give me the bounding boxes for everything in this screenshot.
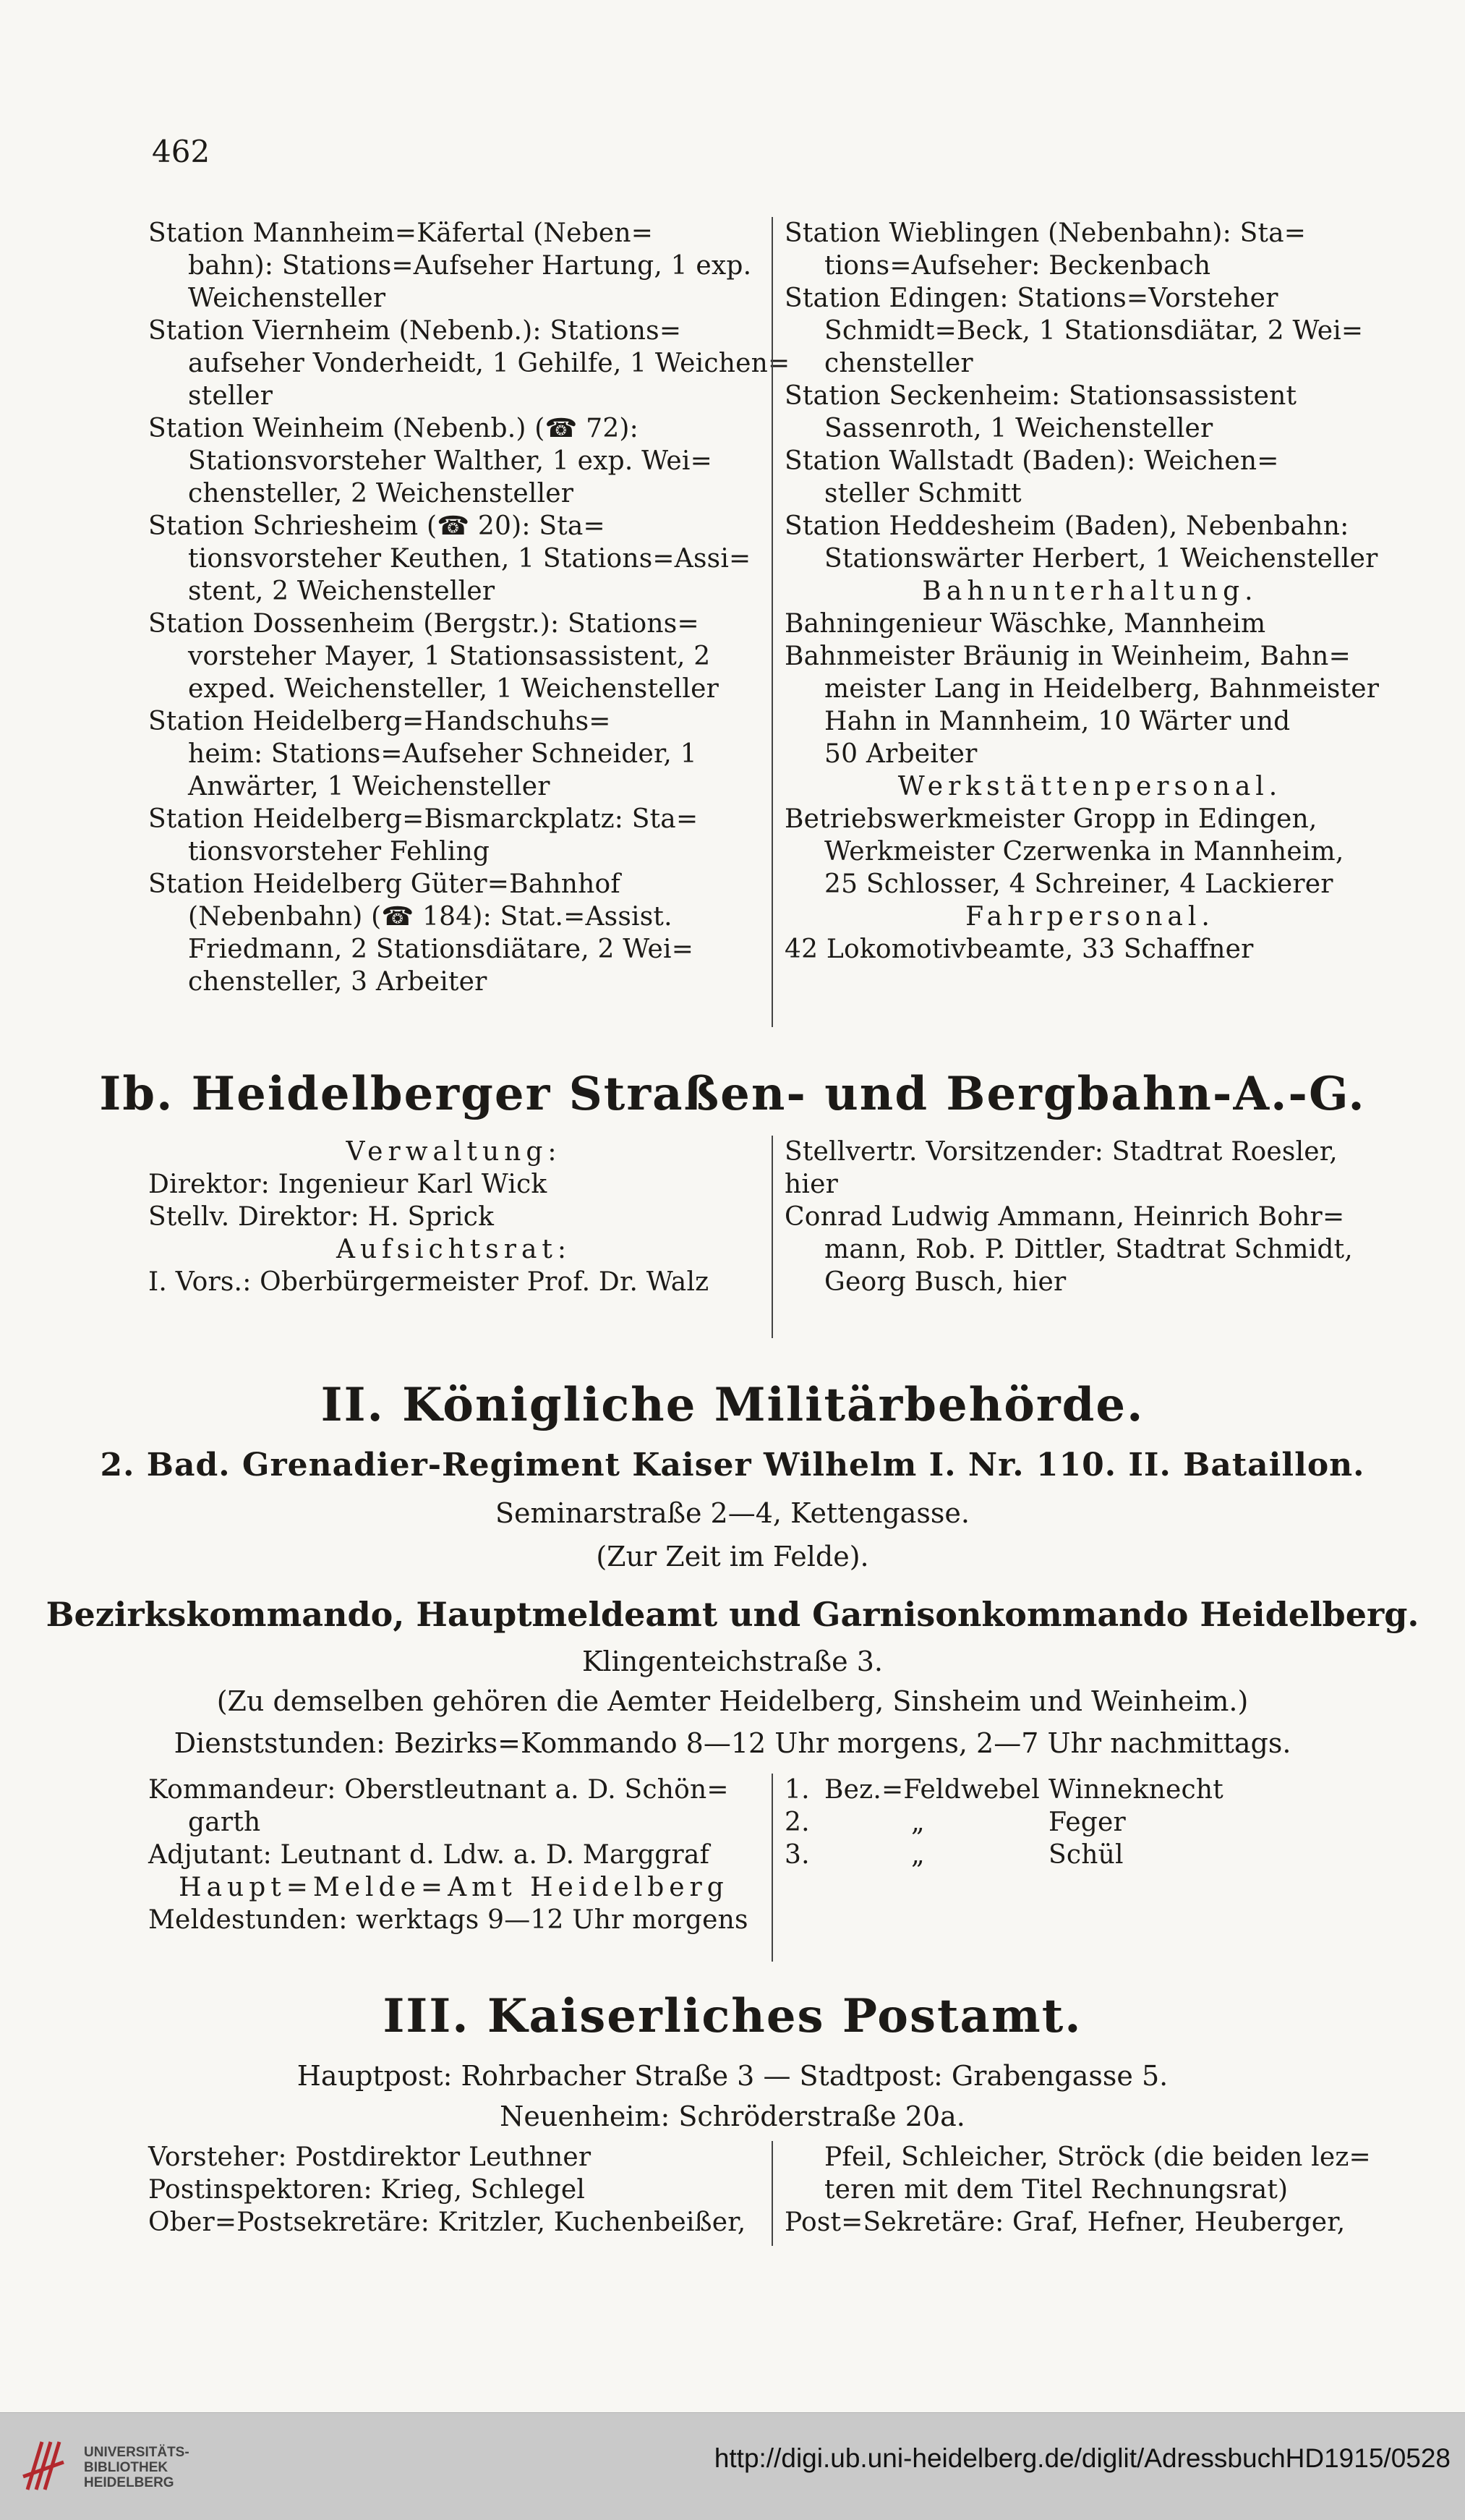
entry-line: Station Heidelberg=Handschuhs=	[148, 707, 611, 736]
column-right	[785, 217, 1396, 966]
entry-line: Conrad Ludwig Ammann, Heinrich Bohr=	[785, 1202, 1345, 1232]
entry-line: Stellvertr. Vorsitzender: Stadtrat Roesler,	[785, 1137, 1338, 1167]
entry-line: Stellv. Direktor: H. Sprick	[148, 1202, 495, 1232]
column-right	[785, 1136, 1396, 1298]
subsection-heading: Fahrpersonal.	[965, 902, 1215, 932]
library-name	[84, 2445, 189, 2490]
permalink-url[interactable]: http://digi.ub.uni-heidelberg.de/diglit/AdressbuchHD1915/0528	[714, 2443, 1451, 2473]
entry-line: Werkmeister Czerwenka in Mannheim,	[824, 837, 1344, 867]
entry-line: Station Viernheim (Nebenb.): Stations=	[148, 316, 682, 346]
column-left	[148, 217, 790, 998]
regiment-address: Seminarstraße 2—4, Kettengasse.	[495, 1497, 970, 1529]
column-left	[148, 1774, 759, 1936]
bezirk-hours: Dienststunden: Bezirks=Kommando 8—12 Uhr morgens, 2—7 Uhr nachmittags.	[174, 1727, 1291, 1759]
feldwebel-number: 3.	[785, 1840, 810, 1870]
library-name-line: UNIVERSITÄTS-	[84, 2445, 189, 2460]
entry-line: Station Wallstadt (Baden): Weichen=	[785, 446, 1279, 476]
entry-line: hier	[785, 1170, 839, 1199]
entry-line: Friedmann, 2 Stationsdiätare, 2 Wei=	[188, 935, 694, 964]
entry-line: Weichensteller	[188, 284, 386, 313]
feldwebel-row	[785, 1806, 1396, 1839]
entry-line: Station Heidelberg Güter=Bahnhof	[148, 869, 620, 899]
entry-line: chensteller, 3 Arbeiter	[188, 967, 487, 997]
subsection-heading: Verwaltung:	[346, 1137, 562, 1167]
column-right	[785, 2141, 1396, 2239]
feldwebel-name: Winneknecht	[1048, 1775, 1223, 1805]
entry-line: Meldestunden: werktags 9—12 Uhr morgens	[148, 1905, 748, 1935]
entry-line: Postinspektoren: Krieg, Schlegel	[148, 2175, 586, 2205]
column-divider	[772, 1136, 773, 1338]
entry-line: Bahningenieur Wäschke, Mannheim	[785, 609, 1266, 639]
feldwebel-number: 1.	[785, 1775, 810, 1805]
entry-line: bahn): Stations=Aufseher Hartung, 1 exp.	[188, 251, 752, 281]
bezirk-note: (Zu demselben gehören die Aemter Heidelberg, Sinsheim und Weinheim.)	[216, 1685, 1249, 1717]
entry-line: Ober=Postsekretäre: Kritzler, Kuchenbeißer,	[148, 2208, 746, 2237]
entry-line: Hahn in Mannheim, 10 Wärter und	[824, 707, 1291, 736]
bezirkskommando-section	[148, 1774, 1385, 1962]
entry-line: Station Weinheim (Nebenb.) (☎ 72):	[148, 414, 639, 443]
entry-line: Station Schriesheim (☎ 20): Sta=	[148, 511, 605, 541]
heading-ii: II. Königliche Militärbehörde.	[320, 1378, 1145, 1432]
feldwebel-rank: „	[911, 1840, 925, 1870]
feldwebel-rank: Bez.=Feldwebel	[824, 1775, 1040, 1805]
feldwebel-name: Schül	[1048, 1840, 1124, 1870]
entry-line: chensteller	[824, 349, 973, 378]
entry-line: tionsvorsteher Fehling	[188, 837, 490, 867]
entry-line: 50 Arbeiter	[824, 739, 978, 769]
entry-line: Station Heidelberg=Bismarckplatz: Sta=	[148, 804, 699, 834]
postamt-address-neuenheim: Neuenheim: Schröderstraße 20a.	[500, 2100, 965, 2132]
entry-line: 42 Lokomotivbeamte, 33 Schaffner	[785, 935, 1254, 964]
entry-line: tions=Aufseher: Beckenbach	[824, 251, 1211, 281]
column-divider	[772, 217, 773, 1027]
entry-line: Vorsteher: Postdirektor Leuthner	[148, 2142, 591, 2172]
postamt-address: Hauptpost: Rohrbacher Straße 3 — Stadtpost: Grabengasse 5.	[296, 2060, 1169, 2092]
feldwebel-rank: „	[911, 1808, 925, 1837]
entry-line: garth	[188, 1808, 261, 1837]
entry-line: stent, 2 Weichensteller	[188, 576, 495, 606]
entry-line: tionsvorsteher Keuthen, 1 Stations=Assi=	[188, 544, 751, 574]
subsection-heading: Aufsichtsrat:	[336, 1235, 572, 1264]
entry-line: Sassenroth, 1 Weichensteller	[824, 414, 1213, 443]
column-right	[785, 1774, 1396, 1871]
subsection-heading: Haupt=Melde=Amt Heidelberg	[179, 1873, 729, 1902]
entry-line: Station Dossenheim (Bergstr.): Stations=	[148, 609, 699, 639]
feldwebel-name: Feger	[1048, 1808, 1126, 1837]
library-name-line: HEIDELBERG	[84, 2475, 174, 2490]
feldwebel-row	[785, 1774, 1396, 1806]
entry-line: vorsteher Mayer, 1 Stationsassistent, 2	[188, 642, 711, 671]
entry-line: Station Edingen: Stations=Vorsteher	[785, 284, 1278, 313]
entry-line: Station Mannheim=Käfertal (Neben=	[148, 218, 654, 248]
heading-ib: Ib. Heidelberger Straßen- und Bergbahn-A.-G.	[99, 1067, 1366, 1121]
entry-line: Schmidt=Beck, 1 Stationsdiätar, 2 Wei=	[824, 316, 1364, 346]
entry-line: Direktor: Ingenieur Karl Wick	[148, 1170, 547, 1199]
entry-line: mann, Rob. P. Dittler, Stadtrat Schmidt,	[824, 1235, 1353, 1264]
entry-line: aufseher Vonderheidt, 1 Gehilfe, 1 Weichen=	[188, 349, 790, 378]
feldwebel-row	[785, 1839, 1396, 1871]
entry-line: Betriebswerkmeister Gropp in Edingen,	[785, 804, 1317, 834]
heading-iii: III. Kaiserliches Postamt.	[383, 1989, 1082, 2043]
entry-line: exped. Weichensteller, 1 Weichensteller	[188, 674, 719, 704]
strassenbahn-section	[148, 1136, 1385, 1338]
page-number: 462	[152, 134, 210, 169]
column-divider	[772, 2141, 773, 2246]
bezirk-heading: Bezirkskommando, Hauptmeldeamt und Garnisonkommando Heidelberg.	[46, 1595, 1419, 1634]
entry-line: Stationsvorsteher Walther, 1 exp. Wei=	[188, 446, 712, 476]
column-left	[148, 1136, 759, 1298]
entry-line: Bahnmeister Bräunig in Weinheim, Bahn=	[785, 642, 1351, 671]
entry-line: steller	[188, 381, 273, 411]
entry-line: teren mit dem Titel Rechnungsrat)	[824, 2175, 1289, 2205]
entry-line: Station Heddesheim (Baden), Nebenbahn:	[785, 511, 1349, 541]
entry-line: Stationswärter Herbert, 1 Weichensteller	[824, 544, 1378, 574]
entry-line: steller Schmitt	[824, 479, 1022, 508]
entry-line: Adjutant: Leutnant d. Ldw. a. D. Marggraf	[148, 1840, 710, 1870]
library-name-line: BIBLIOTHEK	[84, 2460, 168, 2475]
entry-line: Kommandeur: Oberstleutnant a. D. Schön=	[148, 1775, 729, 1805]
entry-line: Georg Busch, hier	[824, 1267, 1067, 1297]
entry-line: 25 Schlosser, 4 Schreiner, 4 Lackierer	[824, 869, 1333, 899]
entry-line: heim: Stations=Aufseher Schneider, 1	[188, 739, 697, 769]
entry-line: Anwärter, 1 Weichensteller	[188, 772, 550, 801]
entry-line: (Nebenbahn) (☎ 184): Stat.=Assist.	[188, 902, 672, 932]
subsection-heading: Bahnunterhaltung.	[922, 576, 1258, 606]
entry-line: Station Wieblingen (Nebenbahn): Sta=	[785, 218, 1307, 248]
viewer-footer	[0, 2412, 1465, 2520]
university-seal-icon	[13, 2433, 78, 2498]
railway-stations-section	[148, 217, 1385, 1034]
entry-line: meister Lang in Heidelberg, Bahnmeister	[824, 674, 1380, 704]
entry-line: Post=Sekretäre: Graf, Hefner, Heuberger,	[785, 2208, 1346, 2237]
entry-line: Station Seckenheim: Stationsassistent	[785, 381, 1297, 411]
regiment-note: (Zur Zeit im Felde).	[596, 1541, 869, 1572]
subsection-heading: Werkstättenpersonal.	[897, 772, 1283, 801]
regiment-heading: 2. Bad. Grenadier-Regiment Kaiser Wilhelm I. Nr. 110. II. Bataillon.	[100, 1447, 1365, 1484]
feldwebel-number: 2.	[785, 1808, 810, 1837]
entry-line: chensteller, 2 Weichensteller	[188, 479, 574, 508]
column-left	[148, 2141, 759, 2239]
entry-line: I. Vors.: Oberbürgermeister Prof. Dr. Walz	[148, 1267, 709, 1297]
column-divider	[772, 1774, 773, 1962]
bezirk-address: Klingenteichstraße 3.	[582, 1646, 883, 1677]
entry-line: Pfeil, Schleicher, Ströck (die beiden lez=	[824, 2142, 1371, 2172]
postamt-section	[148, 2141, 1385, 2249]
